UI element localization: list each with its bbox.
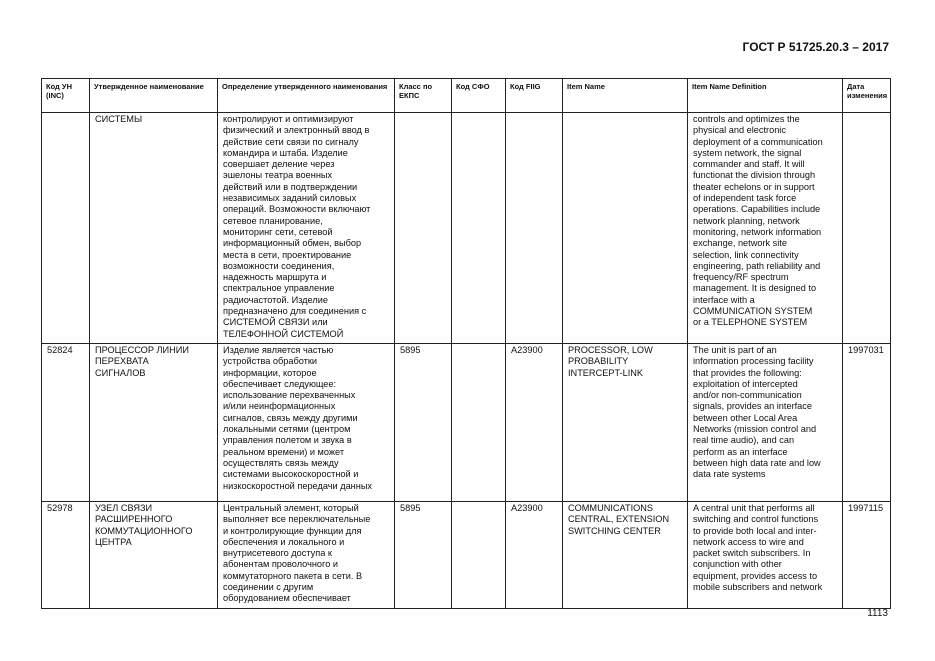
cell-definition: Изделие является частью устройства обработки информации, которое обеспечивает следующее: использование перехваченных и/или неинформационных сигналов, связь между другими локальными сетями (центром управления полетом и звука в реальном времени) и может осуществлять связь между системами высокоскоростной и низкоскоростной передачи данных <box>218 343 395 501</box>
cell-sfo-code <box>452 113 506 344</box>
cell-item-name-definition: A central unit that performs all switching and control functions to provide both local and inter- network access to wire and packet switch subscribers. In conjunction with other equipment, provides access to mobile subscribers and network <box>688 501 843 608</box>
col-header-change-date: Дата изменения <box>843 79 891 113</box>
cell-item-name-definition: controls and optimizes the physical and electronic deployment of a communication system network, the signal commander and staff. It will functionat the division through theater echelons or in support of independent task force operations. Capabilities include network planning, network monitoring, network information exchange, network site selection, link connectivity engineering, path reliability and frequency/RF spectrum management. It is designed to interface with a COMMUNICATION SYSTEM or a TELEPHONE SYSTEM <box>688 113 843 344</box>
cell-approved-name: СИСТЕМЫ <box>90 113 218 344</box>
cell-approved-name: УЗЕЛ СВЯЗИ РАСШИРЕННОГО КОММУТАЦИОННОГО ЦЕНТРА <box>90 501 218 608</box>
cell-sfo-code <box>452 343 506 501</box>
cell-change-date: 1997115 <box>843 501 891 608</box>
cell-approved-name: ПРОЦЕССОР ЛИНИИ ПЕРЕХВАТА СИГНАЛОВ <box>90 343 218 501</box>
cell-fiig-code <box>506 113 563 344</box>
cell-item-name-definition: The unit is part of an information processing facility that provides the following: exploitation of intercepted and/or non-communication signals, provides an interface between other Local Area Networks (mission control and real time audio), and can perform as an interface between high data rate and low data rate systems <box>688 343 843 501</box>
standard-title: ГОСТ Р 51725.20.3 – 2017 <box>742 40 889 54</box>
col-header-inc: Код УН (INC) <box>42 79 90 113</box>
col-header-fiig-code: Код FIIG <box>506 79 563 113</box>
cell-inc <box>42 113 90 344</box>
cell-item-name: COMMUNICATIONS CENTRAL, EXTENSION SWITCHING CENTER <box>563 501 688 608</box>
col-header-item-name: Item Name <box>563 79 688 113</box>
cell-item-name <box>563 113 688 344</box>
cell-definition: контролируют и оптимизируют физический и электронный ввод в действие сети связи по сигналу командира и штаба. Изделие совершает деление через эшелоны театра военных действий или в подтверждении независимых заданий силовых операций. Возможности включают сетевое планирование, мониторинг сети, сетевой информационный обмен, выбор места в сети, проектирование возможности соединения, надежность маршрута и спектральное управление радиочастотой. Изделие предназначено для соединения с СИСТЕМОЙ СВЯЗИ или ТЕЛЕФОННОЙ СИСТЕМОЙ <box>218 113 395 344</box>
table-row <box>42 501 891 608</box>
cell-fiig-code: A23900 <box>506 343 563 501</box>
col-header-definition: Определение утвержденного наименования <box>218 79 395 113</box>
cell-change-date <box>843 113 891 344</box>
table-header-row <box>42 79 891 113</box>
cell-definition: Центральный элемент, который выполняет все переключательные и контролирующие функции для обеспечения и локального и внутрисетевого доступа к абонентам проволочного и коммутаторного пакета в сети. В соединении с другим оборудованием обеспечивает <box>218 501 395 608</box>
col-header-item-name-definition: Item Name Definition <box>688 79 843 113</box>
table-row <box>42 113 891 344</box>
cell-item-name: PROCESSOR, LOW PROBABILITY INTERCEPT-LINK <box>563 343 688 501</box>
cell-ekps-class <box>395 113 452 344</box>
col-header-sfo-code: Код СФО <box>452 79 506 113</box>
cell-ekps-class: 5895 <box>395 343 452 501</box>
col-header-approved-name: Утвержденное наименование <box>90 79 218 113</box>
cell-change-date: 1997031 <box>843 343 891 501</box>
nomenclature-table <box>41 78 891 609</box>
table-row <box>42 343 891 501</box>
page-number: 1113 <box>867 608 888 619</box>
cell-ekps-class: 5895 <box>395 501 452 608</box>
cell-inc: 52978 <box>42 501 90 608</box>
col-header-ekps-class: Класс по ЕКПС <box>395 79 452 113</box>
cell-fiig-code: A23900 <box>506 501 563 608</box>
cell-inc: 52824 <box>42 343 90 501</box>
cell-sfo-code <box>452 501 506 608</box>
